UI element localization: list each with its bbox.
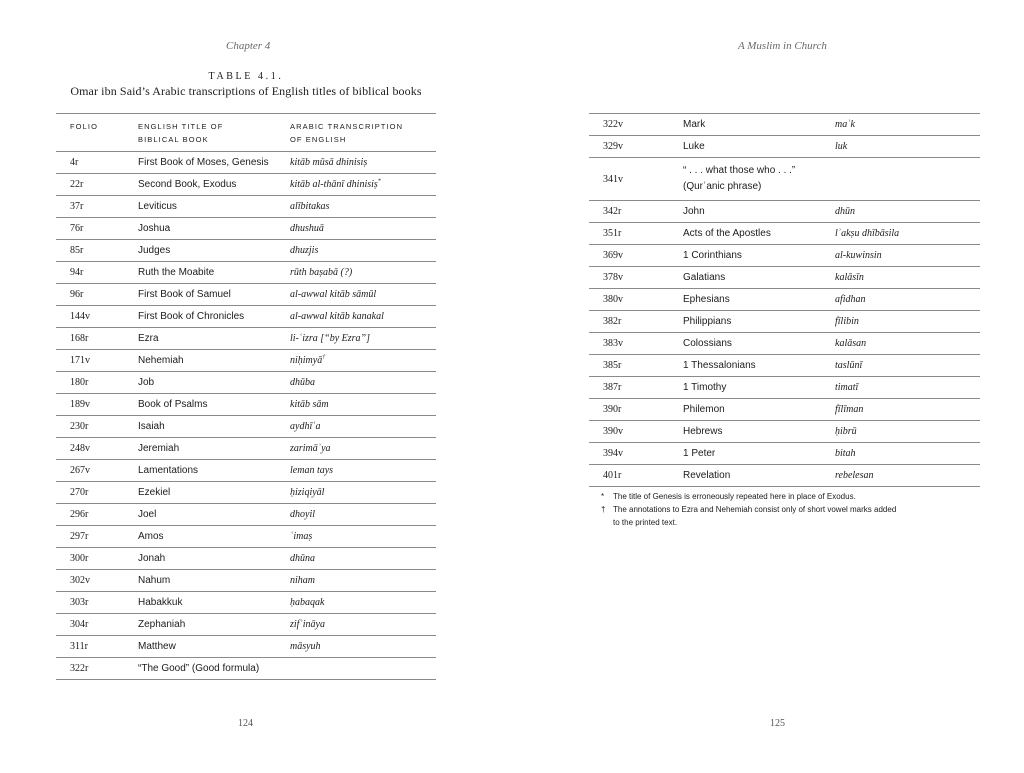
table-row [56, 174, 436, 196]
english-title-cell: Second Book, Exodus [138, 174, 290, 196]
table-row [589, 245, 980, 267]
table-row [56, 482, 436, 504]
english-title-cell: Galatians [683, 267, 835, 289]
footnote [601, 503, 901, 529]
folio-cell: 322r [56, 658, 138, 680]
table-body-left [56, 152, 436, 680]
arabic-transcription-text: niham [290, 575, 315, 586]
arabic-transcription-cell [290, 482, 436, 504]
arabic-transcription-text: dhushuā [290, 223, 324, 234]
english-title-cell: Joel [138, 504, 290, 526]
table-row [589, 465, 980, 487]
arabic-transcription-cell [290, 592, 436, 614]
folio-cell: 300r [56, 548, 138, 570]
english-title-cell: Revelation [683, 465, 835, 487]
table-row [589, 158, 980, 201]
english-title-cell: Nehemiah [138, 350, 290, 372]
folio-cell: 342r [589, 201, 683, 223]
table-row [589, 421, 980, 443]
arabic-transcription-cell [835, 421, 980, 443]
arabic-transcription-cell [290, 174, 436, 196]
arabic-transcription-cell [290, 460, 436, 482]
arabic-transcription-text: niḥimyā [290, 355, 323, 366]
arabic-transcription-cell [835, 223, 980, 245]
table-row [56, 328, 436, 350]
arabic-transcription-text: kitāb mūsā dhinisiṣ [290, 157, 368, 168]
arabic-transcription-text: kitāb al-thānī dhinisiṣ [290, 179, 378, 190]
folio-cell: 303r [56, 592, 138, 614]
arabic-transcription-cell [835, 333, 980, 355]
english-title-cell: Book of Psalms [138, 394, 290, 416]
english-title-cell: Leviticus [138, 196, 290, 218]
english-title-cell: Joshua [138, 218, 290, 240]
english-title-cell: Ezra [138, 328, 290, 350]
table-row [56, 658, 436, 680]
arabic-transcription-cell [290, 196, 436, 218]
arabic-transcription-cell [290, 526, 436, 548]
folio-cell: 390r [589, 399, 683, 421]
folio-cell: 296r [56, 504, 138, 526]
arabic-transcription-text: kalāsan [835, 338, 867, 349]
table-row [56, 570, 436, 592]
footnote [601, 490, 901, 503]
english-title-cell: Colossians [683, 333, 835, 355]
table-label: TABLE 4.1. [208, 71, 284, 82]
arabic-transcription-cell [835, 355, 980, 377]
footnote-text: The annotations to Ezra and Nehemiah consist only of short vowel marks added to the printed text. [613, 505, 897, 527]
arabic-transcription-cell [835, 245, 980, 267]
arabic-transcription-cell [290, 416, 436, 438]
folio-cell: 96r [56, 284, 138, 306]
arabic-transcription-text: māsyuh [290, 641, 321, 652]
table-row [56, 460, 436, 482]
english-title-cell: Philippians [683, 311, 835, 333]
folio-cell: 144v [56, 306, 138, 328]
arabic-transcription-cell [835, 114, 980, 136]
folio-cell: 4r [56, 152, 138, 174]
folio-cell: 22r [56, 174, 138, 196]
footnote-marker: * [377, 178, 381, 185]
arabic-transcription-text: luk [835, 141, 848, 152]
english-title-cell: First Book of Samuel [138, 284, 290, 306]
english-title-cell: Mark [683, 114, 835, 136]
folio-cell: 341v [589, 158, 683, 201]
arabic-transcription-cell [290, 548, 436, 570]
arabic-transcription-cell [290, 152, 436, 174]
arabic-transcription-text: fīlibin [835, 316, 859, 327]
folio-cell: 322v [589, 114, 683, 136]
arabic-transcription-cell [835, 399, 980, 421]
folio-cell: 383v [589, 333, 683, 355]
english-title-cell: Judges [138, 240, 290, 262]
arabic-transcription-text: rūth baṣabā (?) [290, 267, 353, 278]
english-title-cell: Hebrews [683, 421, 835, 443]
table-row [56, 526, 436, 548]
arabic-transcription-cell [290, 218, 436, 240]
english-title-cell: Ephesians [683, 289, 835, 311]
arabic-transcription-cell [290, 306, 436, 328]
header-english-title: ENGLISH TITLE OF BIBLICAL BOOK [138, 114, 290, 152]
footnote-text: The title of Genesis is erroneously repeated here in place of Exodus. [613, 492, 856, 501]
table-row [589, 311, 980, 333]
arabic-transcription-cell [290, 658, 436, 680]
folio-cell: 302v [56, 570, 138, 592]
footnote-marker: † [322, 354, 326, 361]
folio-cell: 297r [56, 526, 138, 548]
arabic-transcription-text: dhoyil [290, 509, 315, 520]
arabic-transcription-text: li-ʿizra [“by Ezra”] [290, 333, 371, 344]
arabic-transcription-text: afidhan [835, 294, 866, 305]
folio-cell: 94r [56, 262, 138, 284]
arabic-transcription-text: kalāsīn [835, 272, 864, 283]
arabic-transcription-text: dhuzjis [290, 245, 319, 256]
arabic-transcription-cell [835, 377, 980, 399]
folio-cell: 76r [56, 218, 138, 240]
arabic-transcription-cell [290, 262, 436, 284]
folio-cell: 270r [56, 482, 138, 504]
english-title-cell: Jeremiah [138, 438, 290, 460]
arabic-transcription-text: dhūba [290, 377, 315, 388]
arabic-transcription-text: ḥabaqak [290, 597, 325, 608]
folio-cell: 311r [56, 636, 138, 658]
english-title-cell: Habakkuk [138, 592, 290, 614]
english-title-cell: Matthew [138, 636, 290, 658]
header-arabic-transcription: ARABIC TRANSCRIPTION OF ENGLISH [290, 114, 436, 152]
arabic-transcription-text: leman tays [290, 465, 334, 476]
footnote-mark: † [601, 505, 606, 514]
english-title-cell: Zephaniah [138, 614, 290, 636]
table-row [56, 284, 436, 306]
english-title-cell: 1 Peter [683, 443, 835, 465]
table-row [56, 416, 436, 438]
english-title-cell: 1 Timothy [683, 377, 835, 399]
table-header [56, 114, 436, 152]
arabic-transcription-cell [835, 465, 980, 487]
folio-cell: 390v [589, 421, 683, 443]
folio-cell: 85r [56, 240, 138, 262]
table-row [56, 196, 436, 218]
arabic-transcription-text: zifʾināya [290, 619, 325, 630]
right-page [512, 0, 1024, 773]
arabic-transcription-text: dhūn [835, 206, 855, 217]
english-title-cell: Lamentations [138, 460, 290, 482]
english-title-cell: Amos [138, 526, 290, 548]
running-head: Chapter 4 [226, 40, 271, 52]
table-row [589, 114, 980, 136]
table-row [56, 614, 436, 636]
page-number: 124 [238, 718, 253, 729]
arabic-transcription-cell [290, 284, 436, 306]
arabic-transcription-text: alībitakas [290, 201, 330, 212]
table-row [56, 636, 436, 658]
arabic-transcription-text: zarimāʾya [290, 443, 331, 454]
table-row [56, 262, 436, 284]
arabic-transcription-cell [835, 267, 980, 289]
transcription-table-left [56, 113, 436, 680]
arabic-transcription-text: rebelesan [835, 470, 874, 481]
table-row [589, 333, 980, 355]
arabic-transcription-cell [290, 394, 436, 416]
arabic-transcription-text: al-kuwinsin [835, 250, 882, 261]
folio-cell: 168r [56, 328, 138, 350]
table-row [56, 592, 436, 614]
folio-cell: 369v [589, 245, 683, 267]
english-title-cell: Acts of the Apostles [683, 223, 835, 245]
arabic-transcription-text: fīlīman [835, 404, 864, 415]
arabic-transcription-cell [835, 443, 980, 465]
folio-cell: 267v [56, 460, 138, 482]
english-title-cell: Nahum [138, 570, 290, 592]
table-body-right [589, 114, 980, 487]
folio-cell: 351r [589, 223, 683, 245]
arabic-transcription-text: kitāb sām [290, 399, 329, 410]
english-title-cell: John [683, 201, 835, 223]
arabic-transcription-cell [290, 372, 436, 394]
table-row [589, 289, 980, 311]
folio-cell: 180r [56, 372, 138, 394]
arabic-transcription-text: dhūna [290, 553, 315, 564]
folio-cell: 304r [56, 614, 138, 636]
table-row [56, 350, 436, 372]
arabic-transcription-text: timatī [835, 382, 859, 393]
table-row [589, 377, 980, 399]
arabic-transcription-cell [835, 311, 980, 333]
arabic-transcription-cell [290, 350, 436, 372]
arabic-transcription-text: bitah [835, 448, 856, 459]
english-title-cell: Ezekiel [138, 482, 290, 504]
arabic-transcription-text: ḥiziqiyāl [290, 487, 325, 498]
arabic-transcription-cell [290, 570, 436, 592]
arabic-transcription-cell [290, 636, 436, 658]
table-row [589, 201, 980, 223]
arabic-transcription-text: al-awwal kitāb sāmūl [290, 289, 377, 300]
table-row [56, 438, 436, 460]
table-row [56, 218, 436, 240]
arabic-transcription-cell [290, 614, 436, 636]
folio-cell: 189v [56, 394, 138, 416]
english-title-cell: 1 Corinthians [683, 245, 835, 267]
arabic-transcription-cell [835, 136, 980, 158]
english-title-line: (Qurʾanic phrase) [683, 181, 762, 192]
table-row [589, 443, 980, 465]
folio-cell: 171v [56, 350, 138, 372]
transcription-table-right [589, 113, 980, 487]
arabic-transcription-cell [835, 289, 980, 311]
folio-cell: 248v [56, 438, 138, 460]
arabic-transcription-text: al-awwal kitāb kanakal [290, 311, 384, 322]
table-row [56, 394, 436, 416]
arabic-transcription-text: aydhīʾa [290, 421, 321, 432]
folio-cell: 378v [589, 267, 683, 289]
folio-cell: 230r [56, 416, 138, 438]
english-title-cell: Jonah [138, 548, 290, 570]
english-title-cell: Ruth the Moabite [138, 262, 290, 284]
folio-cell: 329v [589, 136, 683, 158]
footnotes [601, 490, 901, 529]
english-title-line: “ . . . what those who . . .” [683, 165, 796, 176]
table-row [56, 372, 436, 394]
table-row [56, 306, 436, 328]
table-row [589, 399, 980, 421]
folio-cell: 394v [589, 443, 683, 465]
english-title-cell: First Book of Moses, Genesis [138, 152, 290, 174]
arabic-transcription-cell [835, 201, 980, 223]
english-title-cell [683, 158, 835, 201]
arabic-transcription-cell [290, 328, 436, 350]
arabic-transcription-cell [835, 158, 980, 201]
header-folio: FOLIO [56, 114, 138, 152]
page-number: 125 [770, 718, 785, 729]
arabic-transcription-text: ḥibrū [835, 426, 857, 437]
arabic-transcription-text: maʾk [835, 119, 855, 130]
table-caption: Omar ibn Said’s Arabic transcriptions of English titles of biblical books [70, 84, 422, 98]
table-row [589, 136, 980, 158]
table-row [56, 548, 436, 570]
folio-cell: 385r [589, 355, 683, 377]
folio-cell: 382r [589, 311, 683, 333]
footnote-mark: * [601, 492, 605, 501]
folio-cell: 37r [56, 196, 138, 218]
arabic-transcription-text: lʾakṣu dhībāsila [835, 228, 900, 239]
english-title-cell: Philemon [683, 399, 835, 421]
table-row [56, 152, 436, 174]
english-title-cell: “The Good” (Good formula) [138, 658, 290, 680]
arabic-transcription-cell [290, 438, 436, 460]
arabic-transcription-text: taslūnī [835, 360, 863, 371]
folio-cell: 387r [589, 377, 683, 399]
arabic-transcription-cell [290, 240, 436, 262]
table-row [589, 355, 980, 377]
english-title-cell: Luke [683, 136, 835, 158]
english-title-cell: 1 Thessalonians [683, 355, 835, 377]
arabic-transcription-text: ʿimaṣ [290, 531, 313, 542]
folio-cell: 401r [589, 465, 683, 487]
table-row [56, 240, 436, 262]
running-head: A Muslim in Church [738, 40, 827, 52]
table-row [589, 267, 980, 289]
english-title-cell: Isaiah [138, 416, 290, 438]
table-header-row [56, 114, 436, 152]
english-title-cell: First Book of Chronicles [138, 306, 290, 328]
table-row [589, 223, 980, 245]
table-row [56, 504, 436, 526]
folio-cell: 380v [589, 289, 683, 311]
english-title-cell: Job [138, 372, 290, 394]
arabic-transcription-cell [290, 504, 436, 526]
